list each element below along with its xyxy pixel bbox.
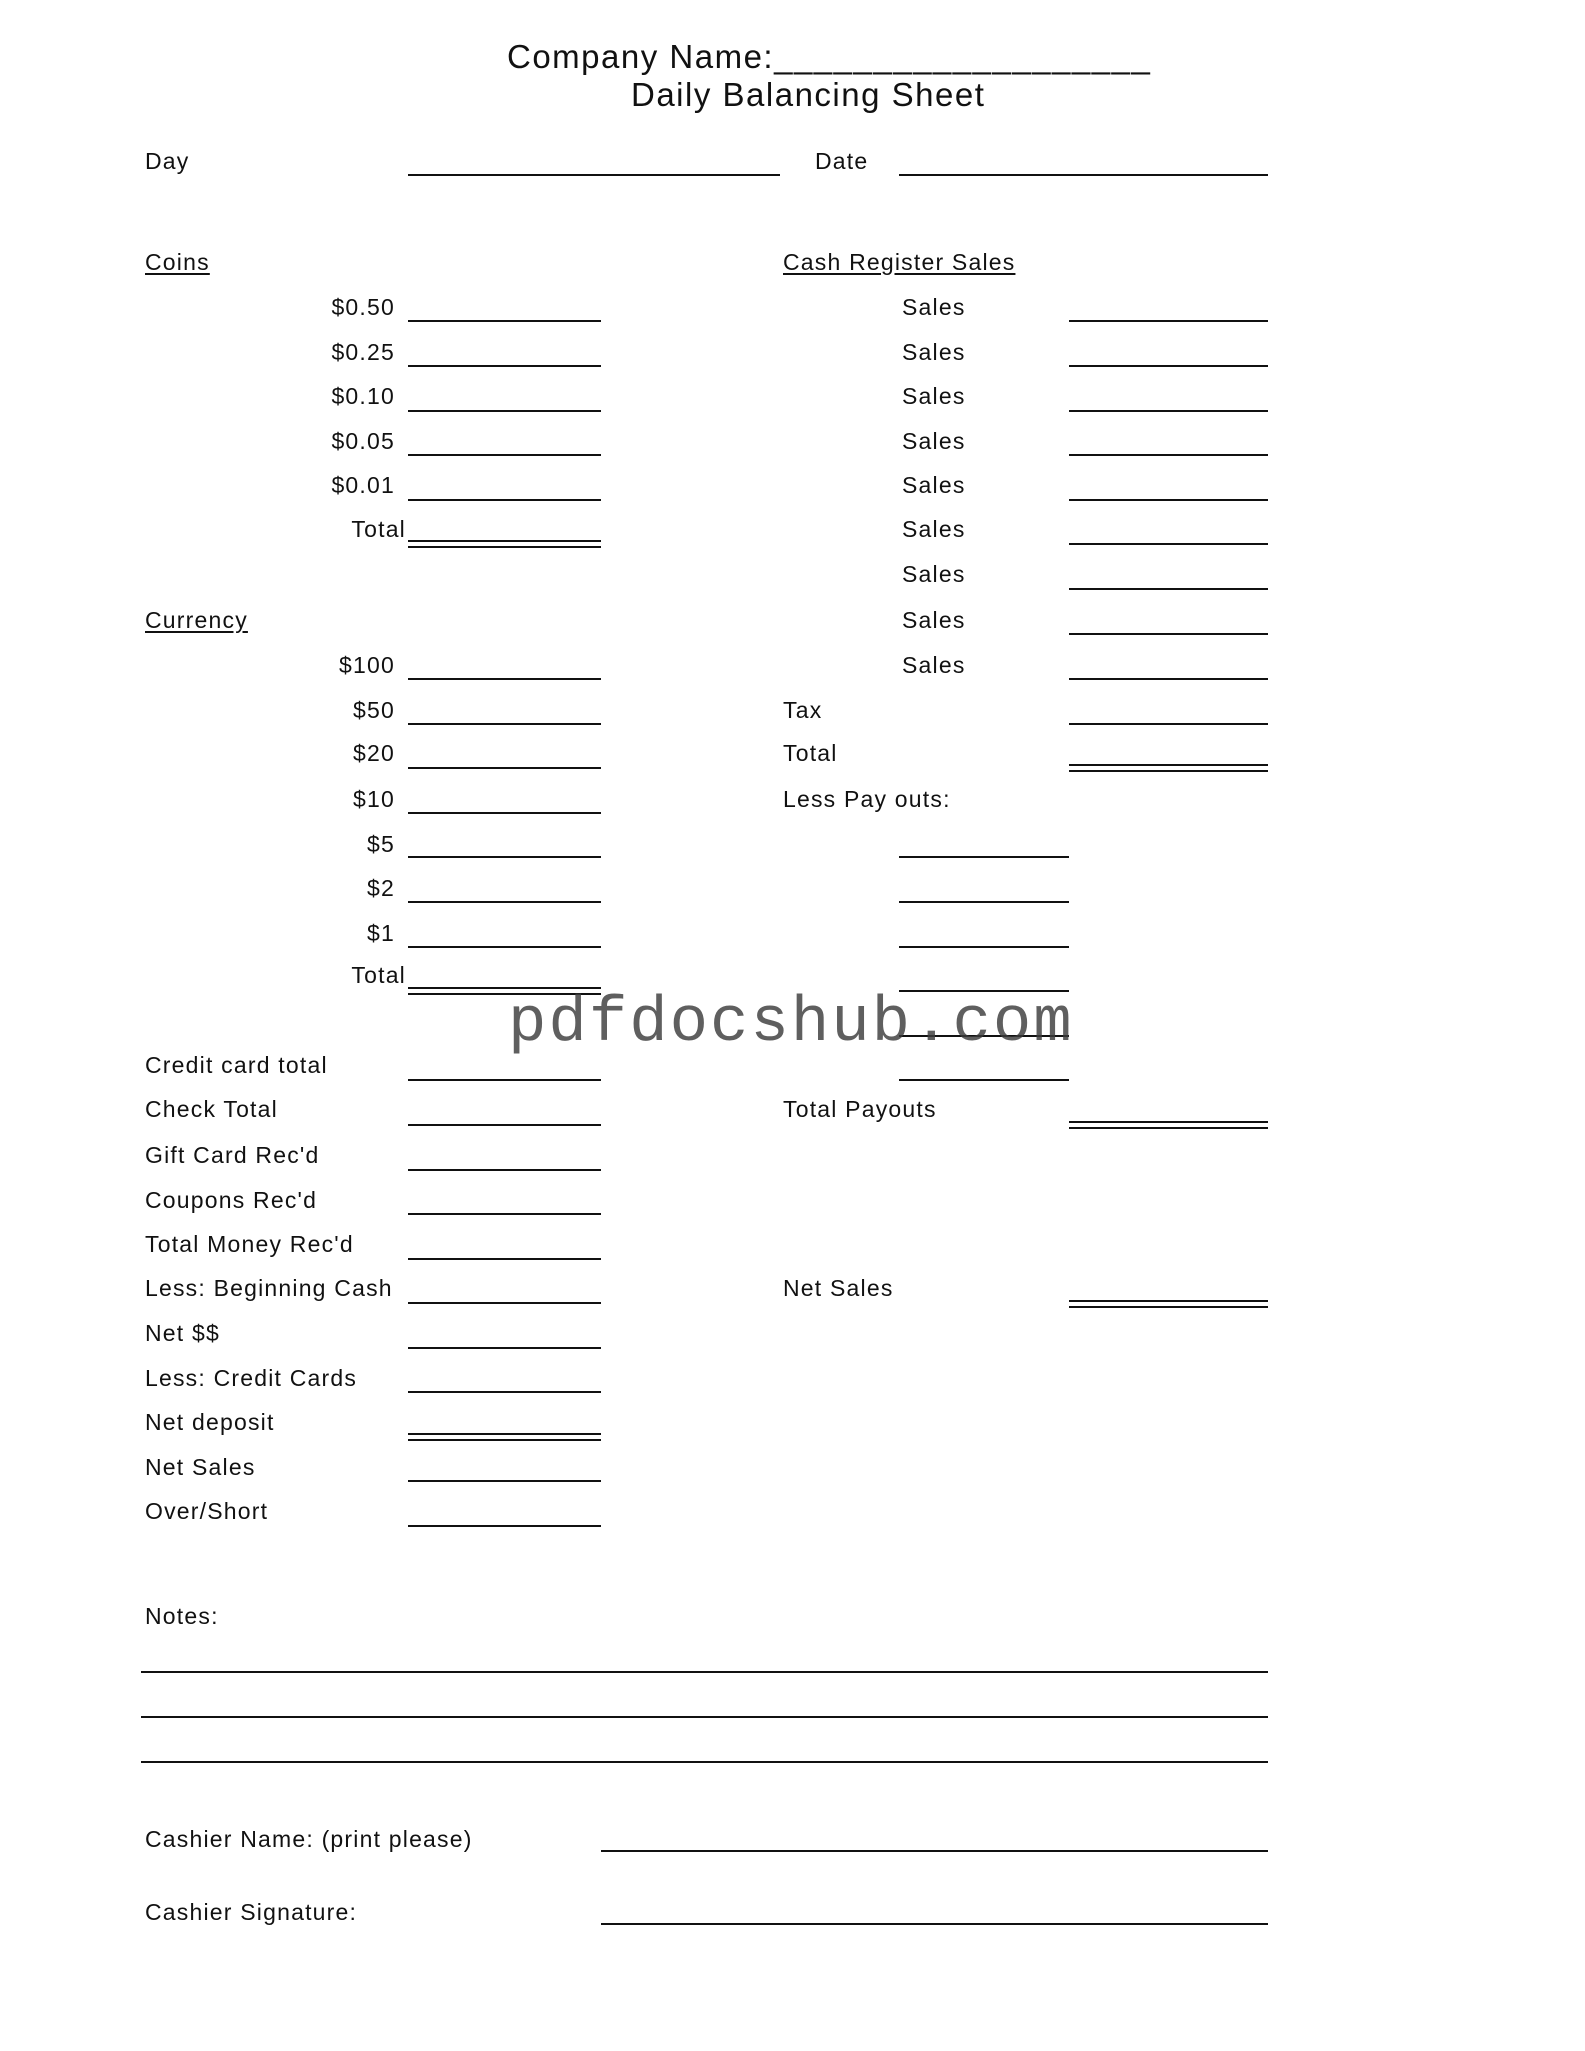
payout-field-3[interactable] xyxy=(899,946,1069,948)
tax-label: Tax xyxy=(783,697,823,723)
sales-field-3[interactable] xyxy=(1069,410,1268,412)
company-name-heading: Company Name:___________________ xyxy=(507,38,1152,75)
credit-card-total-field[interactable] xyxy=(408,1079,601,1081)
total-money-label: Total Money Rec'd xyxy=(145,1231,354,1257)
register-total-field[interactable] xyxy=(1069,764,1268,772)
currency-label-5: $5 xyxy=(367,831,395,857)
sales-label-5: Sales xyxy=(902,472,966,498)
register-total-label: Total xyxy=(783,740,838,766)
sales-label-3: Sales xyxy=(902,383,966,409)
coin-field-5c[interactable] xyxy=(408,454,601,456)
coin-label-5c: $0.05 xyxy=(331,428,395,454)
payout-field-1[interactable] xyxy=(899,856,1069,858)
date-label: Date xyxy=(815,148,869,174)
net-sales-label: Net Sales xyxy=(145,1454,256,1480)
currency-total-label: Total xyxy=(351,962,406,988)
cashier-signature-label: Cashier Signature: xyxy=(145,1899,358,1925)
currency-label-2: $2 xyxy=(367,875,395,901)
currency-label-100: $100 xyxy=(339,652,395,678)
currency-field-20[interactable] xyxy=(408,767,601,769)
currency-field-100[interactable] xyxy=(408,678,601,680)
sales-label-4: Sales xyxy=(902,428,966,454)
notes-line-1[interactable] xyxy=(141,1671,1268,1673)
notes-label: Notes: xyxy=(145,1603,219,1629)
net-dollars-label: Net $$ xyxy=(145,1320,220,1346)
currency-label-10: $10 xyxy=(353,786,395,812)
sales-label-9: Sales xyxy=(902,652,966,678)
currency-field-50[interactable] xyxy=(408,723,601,725)
net-deposit-label: Net deposit xyxy=(145,1409,275,1435)
net-deposit-field[interactable] xyxy=(408,1433,601,1441)
currency-field-10[interactable] xyxy=(408,812,601,814)
less-payouts-label: Less Pay outs: xyxy=(783,786,951,812)
sales-field-6[interactable] xyxy=(1069,543,1268,545)
coin-label-10c: $0.10 xyxy=(331,383,395,409)
currency-label-1: $1 xyxy=(367,920,395,946)
sales-field-5[interactable] xyxy=(1069,499,1268,501)
day-field[interactable] xyxy=(408,174,780,176)
sales-field-8[interactable] xyxy=(1069,633,1268,635)
coupons-field[interactable] xyxy=(408,1213,601,1215)
payout-field-2[interactable] xyxy=(899,901,1069,903)
less-credit-cards-field[interactable] xyxy=(408,1391,601,1393)
currency-field-5[interactable] xyxy=(408,856,601,858)
net-sales-field[interactable] xyxy=(408,1480,601,1482)
notes-line-2[interactable] xyxy=(141,1716,1268,1718)
beginning-cash-field[interactable] xyxy=(408,1302,601,1304)
check-total-label: Check Total xyxy=(145,1096,278,1122)
watermark: pdfdocshub.com xyxy=(508,988,1074,1060)
coupons-label: Coupons Rec'd xyxy=(145,1187,318,1213)
coin-label-1c: $0.01 xyxy=(331,472,395,498)
day-label: Day xyxy=(145,148,190,174)
sales-label-6: Sales xyxy=(902,516,966,542)
coin-field-25c[interactable] xyxy=(408,365,601,367)
over-short-field[interactable] xyxy=(408,1525,601,1527)
date-field[interactable] xyxy=(899,174,1268,176)
sales-label-7: Sales xyxy=(902,561,966,587)
less-credit-cards-label: Less: Credit Cards xyxy=(145,1365,358,1391)
coins-total-label: Total xyxy=(351,516,406,542)
cashier-name-label: Cashier Name: (print please) xyxy=(145,1826,473,1852)
total-payouts-label: Total Payouts xyxy=(783,1096,937,1122)
register-net-sales-label: Net Sales xyxy=(783,1275,894,1301)
payout-field-6[interactable] xyxy=(899,1079,1069,1081)
gift-card-field[interactable] xyxy=(408,1169,601,1171)
credit-card-total-label: Credit card total xyxy=(145,1052,328,1078)
notes-line-3[interactable] xyxy=(141,1761,1268,1763)
currency-label-50: $50 xyxy=(353,697,395,723)
beginning-cash-label: Less: Beginning Cash xyxy=(145,1275,393,1301)
gift-card-label: Gift Card Rec'd xyxy=(145,1142,320,1168)
cashier-signature-field[interactable] xyxy=(601,1923,1268,1925)
tax-field[interactable] xyxy=(1069,723,1268,725)
coin-field-50c[interactable] xyxy=(408,320,601,322)
currency-field-1[interactable] xyxy=(408,946,601,948)
currency-heading: Currency xyxy=(145,607,248,633)
coin-field-1c[interactable] xyxy=(408,499,601,501)
sales-label-1: Sales xyxy=(902,294,966,320)
currency-label-20: $20 xyxy=(353,740,395,766)
check-total-field[interactable] xyxy=(408,1124,601,1126)
sheet-title: Daily Balancing Sheet xyxy=(631,76,986,113)
coin-label-25c: $0.25 xyxy=(331,339,395,365)
over-short-label: Over/Short xyxy=(145,1498,269,1524)
cash-register-sales-heading: Cash Register Sales xyxy=(783,249,1016,275)
sales-label-2: Sales xyxy=(902,339,966,365)
coin-field-10c[interactable] xyxy=(408,410,601,412)
sales-field-1[interactable] xyxy=(1069,320,1268,322)
sales-field-2[interactable] xyxy=(1069,365,1268,367)
coins-total-field[interactable] xyxy=(408,540,601,548)
sales-label-8: Sales xyxy=(902,607,966,633)
coin-label-50c: $0.50 xyxy=(331,294,395,320)
coins-heading: Coins xyxy=(145,249,210,275)
currency-field-2[interactable] xyxy=(408,901,601,903)
total-payouts-field[interactable] xyxy=(1069,1121,1268,1129)
sales-field-4[interactable] xyxy=(1069,454,1268,456)
sales-field-9[interactable] xyxy=(1069,678,1268,680)
total-money-field[interactable] xyxy=(408,1258,601,1260)
register-net-sales-field[interactable] xyxy=(1069,1300,1268,1308)
cashier-name-field[interactable] xyxy=(601,1850,1268,1852)
net-dollars-field[interactable] xyxy=(408,1347,601,1349)
sales-field-7[interactable] xyxy=(1069,588,1268,590)
